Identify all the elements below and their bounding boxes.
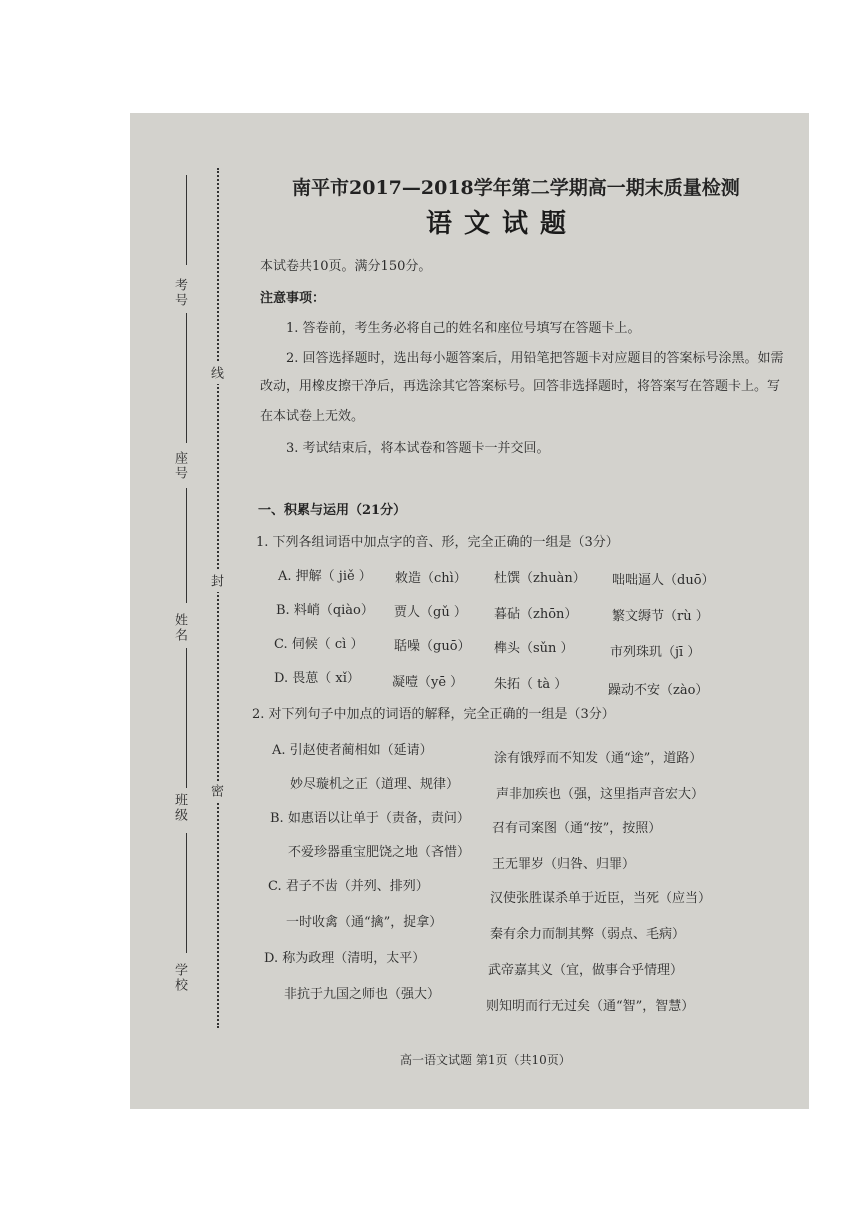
name-blank [186, 488, 187, 603]
q1-option-c-item4: 市列珠玑（jī ） [610, 645, 701, 660]
class-label: 班级 [172, 793, 187, 823]
q2-left-line: 妙尽璇机之正（道理、规律） [290, 777, 460, 792]
q1-option-b-item2: 贾人（gǔ ） [394, 605, 467, 620]
q2-left-line: D. 称为政理（清明，太平） [264, 951, 426, 966]
q1-option-b-item4: 繁文缛节（rù ） [612, 609, 709, 624]
seal-mark-seal: 封 [206, 571, 225, 592]
exam-number-blank [186, 175, 187, 265]
notice-heading: 注意事项： [260, 291, 326, 306]
q2-left-line: A. 引赵使者蔺相如（延请） [272, 743, 433, 758]
q1-option-d-item2: 凝噎（yē ） [392, 675, 464, 690]
q1-option-a-item2: 敕造（chì） [395, 571, 467, 586]
q2-right-line: 声非加疾也（强，这里指声音宏大） [496, 787, 705, 802]
page-footer: 高一语文试题 第1页（共10页） [400, 1053, 571, 1067]
q2-right-line: 武帝嘉其义（宜，做事合乎情理） [488, 963, 684, 978]
name-label: 姓名 [172, 613, 187, 643]
q2-right-line: 王无罪岁（归咎、归罪） [492, 857, 636, 872]
notice-item: 1. 答卷前，考生务必将自己的姓名和座位号填写在答题卡上。 [286, 321, 641, 336]
q1-option-b-item1: B. 料峭（qiào） [276, 603, 374, 618]
q1-option-c-item2: 聒噪（guō） [394, 639, 471, 654]
exam-title: 南平市2017—2018学年第二学期高一期末质量检测 [292, 177, 740, 199]
q2-right-line: 涂有饿殍而不知发（通“途”，道路） [494, 751, 703, 766]
q1-option-a-item3: 杜馔（zhuàn） [494, 571, 586, 586]
notice-item: 改动，用橡皮擦干净后，再选涂其它答案标号。回答非选择题时，将答案写在答题卡上。写 [260, 379, 781, 394]
q1-option-b-item3: 暮砧（zhōn） [494, 607, 578, 622]
q2-left-line: 非抗于九国之师也（强大） [284, 987, 441, 1002]
seat-number-blank [186, 313, 187, 443]
q2-left-line: 一时收禽（通“擒”，捉拿） [286, 915, 443, 930]
question-1-stem: 1. 下列各组词语中加点字的音、形，完全正确的一组是（3分） [256, 535, 619, 550]
exam-number-label: 考号 [172, 278, 187, 308]
q2-right-line: 召有司案图（通“按”，按照） [492, 821, 662, 836]
q1-option-c-item1: C. 伺候（ cì ） [274, 637, 364, 652]
q2-left-line: B. 如惠语以让单于（责备，责问） [270, 811, 470, 826]
q2-right-line: 汉使张胜谋杀单于近臣，当死（应当） [490, 891, 712, 906]
class-blank [186, 648, 187, 788]
q2-left-line: 不爱珍器重宝肥饶之地（吝惜） [288, 845, 471, 860]
exam-info: 本试卷共10页。满分150分。 [260, 259, 432, 274]
notice-item: 2. 回答选择题时，选出每小题答案后，用铅笔把答题卡对应题目的答案标号涂黑。如需 [286, 351, 784, 366]
subject-title: 语文试题 [426, 209, 579, 239]
q2-right-line: 秦有余力而制其弊（弱点、毛病） [490, 927, 686, 942]
school-blank [186, 833, 187, 953]
school-label: 学校 [172, 963, 187, 993]
q2-left-line: C. 君子不齿（并列、排列） [268, 879, 429, 894]
seal-mark-close: 密 [206, 781, 225, 802]
notice-item: 在本试卷上无效。 [260, 409, 365, 424]
q2-right-line: 则知明而行无过矣（通“智”，智慧） [486, 999, 695, 1014]
section-heading: 一、积累与运用（21分） [258, 503, 407, 518]
q1-option-d-item1: D. 畏葸（ xǐ） [274, 671, 360, 686]
seat-number-label: 座号 [172, 451, 187, 481]
question-2-stem: 2. 对下列句子中加点的词语的解释，完全正确的一组是（3分） [252, 707, 615, 722]
seal-dotted-line [217, 168, 219, 1028]
exam-paper [130, 113, 809, 1109]
q1-option-c-item3: 榫头（sǔn ） [494, 641, 574, 656]
q1-option-d-item3: 朱拓（ tà ） [494, 677, 568, 692]
q1-option-a-item1: A. 押解（ jiě ） [278, 569, 372, 584]
notice-item: 3. 考试结束后，将本试卷和答题卡一并交回。 [286, 441, 550, 456]
q1-option-a-item4: 咄咄逼人（duō） [612, 573, 715, 588]
seal-mark-line: 线 [206, 363, 225, 384]
q1-option-d-item4: 躁动不安（zào） [608, 683, 709, 698]
